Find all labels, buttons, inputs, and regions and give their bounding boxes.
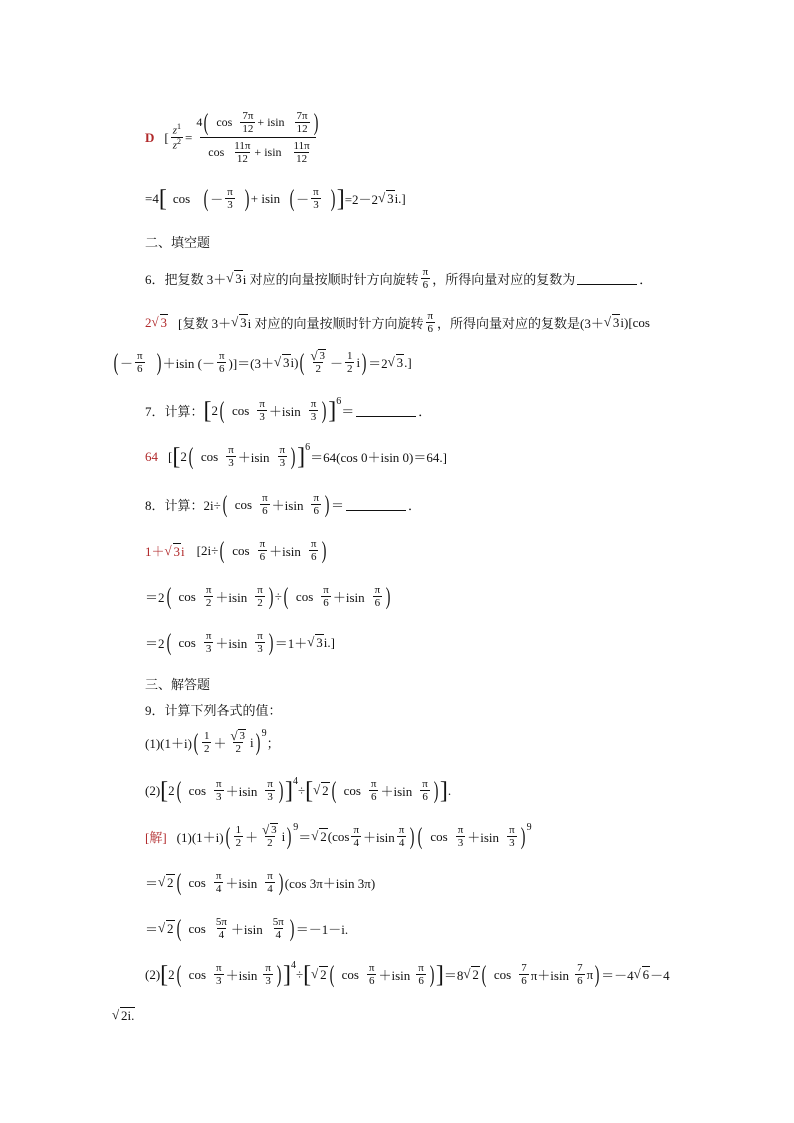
bracket: [	[164, 129, 169, 145]
p5-line-2: =4 [ cos ( － $\frac{\pi}{3}$ ) + isin ( － $\frac{\pi}{3}$ ) ] =2－2 √ 3 i.]	[145, 186, 406, 211]
q6-answer-line-2: ( － $\frac{\pi}{6}$ ) ＋isin (－ $\frac{\pi}{6}$ )]＝(3＋ √ 3 i) ( √ $\frac{3}{2}$ － $\frac{1}{2}$ i ) ＝2 √ 3 .]	[112, 350, 412, 375]
answer-blank[interactable]	[577, 272, 637, 285]
q6-answer-line-1: 2√ 3 [复数 3＋ √ 3 i 对应的向量按顺时针方向旋转 $\frac{\pi}{6}$ ，所得向量对应的复数是(3＋ √ 3 i)[cos	[145, 310, 650, 335]
equals: =	[185, 129, 193, 145]
q7-question: 7．计算： [ 2 ( cos $\frac{\pi}{3}$ ＋isin $\frac{\pi}{3}$ ) ] 6 ＝ ．	[145, 396, 432, 424]
q9-solution-1: [解] (1)(1＋i) ( $\frac{1}{2}$ ＋ √ $\frac{3}{2}$ i ) 9 ＝ √ 2 (cos $\frac{\pi}{4}$ ＋isin $\frac{\pi}{4}$ ) ( cos $\frac{\pi}{3}$ ＋isin $\frac{\pi}{3}$ ) 9	[145, 824, 532, 849]
q8-answer-line-2: ＝2 ( cos $\frac{\pi}{2}$ ＋isin $\frac{\pi}{2}$ ) ÷ ( cos $\frac{\pi}{6}$ ＋isin $\frac{\pi}{6}$ )	[145, 583, 391, 610]
big-fraction: 4 ( cos $\frac{7\pi}{12}$ + isin $\frac{7\pi}{12}$ ) cos $\frac{11\pi}{12}$ + isin $\frac{11\pi}{12}$	[196, 109, 318, 166]
q6-question: 6．把复数 3＋ √ 3 i 对应的向量按顺时针方向旋转 $\frac{\pi}{6}$ ，所得向量对应的复数为 ．	[145, 266, 652, 291]
q8-question: 8．计算：2i÷ ( cos $\frac{\pi}{6}$ ＋isin $\frac{\pi}{6}$ ) ＝ ．	[145, 491, 422, 518]
answer-blank[interactable]	[346, 498, 406, 511]
q9-solution-5: √ 2i.	[112, 1008, 135, 1024]
section-solve: 三、解答题	[145, 678, 211, 693]
q9-solution-4: (2) [ 2 ( cos $\frac{\pi}{3}$ ＋isin $\frac{\pi}{3}$ ) ] 4 ÷ [ √ 2 ( cos $\frac{\pi}{6}$ ＋isin $\frac{\pi}{6}$ ) ] ＝8 √ 2 ( cos $\frac{7}{6}$ π＋isin $\frac{7}{6}$ π ) ＝－4 √ 6 －4	[145, 962, 670, 987]
q9-part-1: (1)(1＋i) ( $\frac{1}{2}$ ＋ √ $\frac{3}{2}$ i ) 9 ；	[145, 730, 280, 755]
answer-label: D	[145, 129, 155, 145]
section-fill-blank: 二、填空题	[145, 236, 211, 251]
q8-answer-line-1: 1＋√ 3i [2i÷ ( cos $\frac{\pi}{6}$ ＋isin $\frac{\pi}{6}$ )	[145, 538, 328, 563]
q9-question: 9．计算下列各式的值：	[145, 703, 282, 718]
q8-answer-line-3: ＝2 ( cos $\frac{\pi}{3}$ ＋isin $\frac{\pi}{3}$ ) ＝1＋ √ 3 i.]	[145, 630, 335, 655]
z-fraction: $\frac{z^1}{z^2}$	[172, 122, 182, 152]
answer-blank[interactable]	[356, 404, 416, 417]
q9-solution-3: ＝ √ 2 ( cos $\frac{5\pi}{4}$ ＋isin $\frac{5\pi}{4}$ ) ＝－1－i.	[145, 916, 348, 941]
q6-answer: 2√ 3	[145, 315, 168, 331]
q9-part-2: (2) [ 2 ( cos $\frac{\pi}{3}$ ＋isin $\frac{\pi}{3}$ ) ] 4 ÷ [ √ 2 ( cos $\frac{\pi}{6}$ ＋isin $\frac{\pi}{6}$ ) ] .	[145, 778, 451, 803]
q7-answer: 64 [ [ 2 ( cos $\frac{\pi}{3}$ ＋isin $\frac{\pi}{3}$ ) ] 6 ＝64(cos 0＋isin 0)＝64.]	[145, 442, 447, 470]
q9-solution-2: ＝ √ 2 ( cos $\frac{\pi}{4}$ ＋isin $\frac{\pi}{4}$ ) (cos 3π＋isin 3π)	[145, 870, 375, 895]
p5-line-1	[145, 110, 324, 165]
